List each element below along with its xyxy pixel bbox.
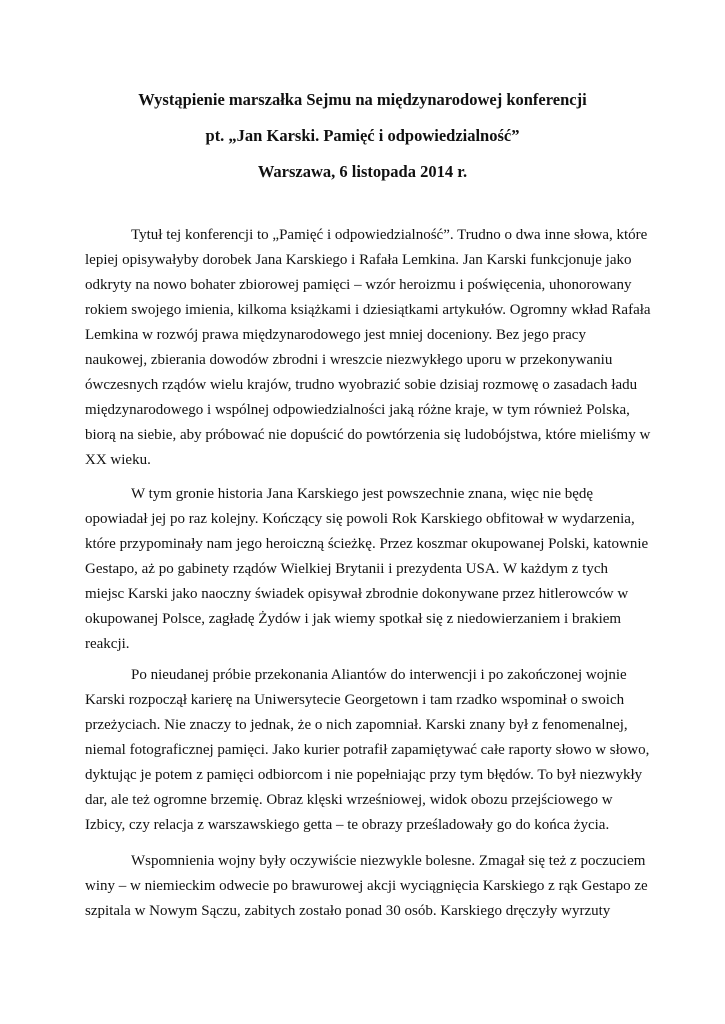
text-line: odkryty na nowo bohater zbiorowej pamięci – wzór heroizmu i poświęcenia, uhonorowany (85, 277, 632, 293)
text-line: Izbicy, czy relacja z warszawskiego getta – te obrazy prześladowały go do końca życia. (85, 817, 610, 833)
paragraph-4 (85, 849, 648, 924)
text-line: międzynarodowego i wspólnej odpowiedzialności jaką różne kraje, w tym również Polska, (85, 402, 630, 418)
text-line: Po nieudanej próbie przekonania Aliantów do interwencji i po zakończonej wojnie (131, 667, 627, 683)
text-line: które przypominały nam jego heroiczną ścieżkę. Przez koszmar okupowanej Polski, katownie (85, 536, 649, 552)
text-line: XX wieku. (85, 452, 151, 468)
text-line: naukowej, zbierania dowodów zbrodni i wreszcie niezwykłego uporu w przekonywaniu (85, 352, 613, 368)
conference-title: pt. „Jan Karski. Pamięć i odpowiedzialność” (205, 126, 520, 145)
text-line: przeżyciach. Nie znaczy to jednak, że o nich zapomniał. Karski znany był z fenomenalnej, (85, 717, 628, 733)
text-line: miejsc Karski jako naoczny świadek opisywał zbrodnie dokonywane przez hitlerowców w (85, 586, 629, 602)
text-line: W tym gronie historia Jana Karskiego jest powszechnie znana, więc nie będę (131, 486, 594, 502)
text-line: opowiadał jej po raz kolejny. Kończący się powoli Rok Karskiego obfitował w wydarzenia, (85, 511, 635, 527)
text-line: Tytuł tej konferencji to „Pamięć i odpowiedzialność”. Trudno o dwa inne słowa, które (131, 227, 648, 243)
text-line: Gestapo, aż po gabinety rządów Wielkiej Brytanii i prezydenta USA. W każdym z tych (85, 561, 608, 577)
text-line: Lemkina w rozwój prawa międzynarodowego jest mniej doceniony. Bez jego pracy (85, 327, 586, 343)
text-line: Wspomnienia wojny były oczywiście niezwykle bolesne. Zmagał się też z poczuciem (131, 853, 646, 869)
text-line: winy – w niemieckim odwecie po brawurowej akcji wyciągnięcia Karskiego z rąk Gestapo ze (85, 878, 648, 894)
place-and-date: Warszawa, 6 listopada 2014 r. (257, 162, 468, 181)
text-line: niemal fotograficznej pamięci. Jako kurier potrafił zapamiętywać całe raporty słowo w słowo, (85, 742, 650, 758)
text-line: szpitala w Nowym Sączu, zabitych zostało ponad 30 osób. Karskiego dręczyły wyrzuty (85, 903, 611, 919)
text-line: okupowanej Polsce, zagładę Żydów i jak wiemy spotkał się z niedowierzaniem i brakiem (85, 611, 622, 627)
text-line: biorą na siebie, aby próbować nie dopuścić do powtórzenia się ludobójstwa, które mieliśmy w (85, 427, 651, 443)
text-line: Karski rozpoczął karierę na Uniwersytecie Georgetown i tam rzadko wspominał o swoich (85, 692, 625, 708)
speech-title: Wystąpienie marszałka Sejmu na międzynarodowej konferencji (138, 90, 587, 109)
text-line: dar, ale też ogromne brzemię. Obraz klęski wrześniowej, widok obozu przejściowego w (85, 792, 613, 808)
paragraph-1 (85, 223, 651, 473)
paragraph-2 (85, 482, 649, 657)
text-line: ówczesnych rządów wielu krajów, trudno wyobrazić sobie dzisiaj rozmowę o zasadach ładu (85, 377, 638, 393)
paragraph-3 (85, 663, 650, 838)
text-line: lepiej opisywałyby dorobek Jana Karskiego i Rafała Lemkina. Jan Karski funkcjonuje jako (85, 252, 632, 268)
text-line: rokiem swojego imienia, kilkoma książkami i dziesiątkami artykułów. Ogromny wkład Rafała (85, 302, 651, 318)
text-line: dyktując je potem z pamięci odbiorcom i nie popełniając przy tym błędów. To był niezwykły (85, 767, 643, 783)
text-line: reakcji. (85, 636, 130, 652)
